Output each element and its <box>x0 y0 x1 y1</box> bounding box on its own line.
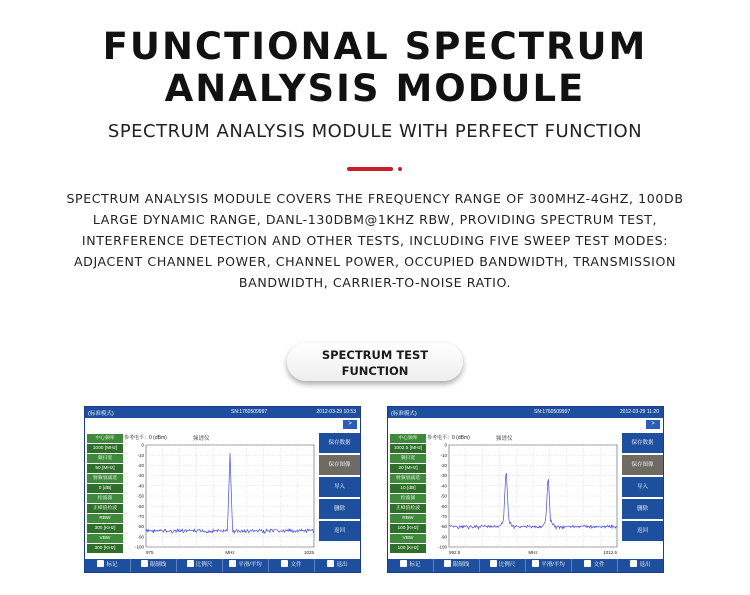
function-bar <box>85 559 360 572</box>
parameter-panel <box>87 434 123 554</box>
function-label: 标记 <box>106 562 118 568</box>
parameter-value[interactable]: 1002.5 [MHz] <box>390 444 426 453</box>
parameter-label: 检波器 <box>87 494 123 503</box>
y-tick-label: -100 <box>134 544 144 550</box>
y-tick-label: -70 <box>137 514 144 519</box>
function-label: 标记 <box>409 562 421 568</box>
parameter-label: 射频衰减选 <box>390 474 426 483</box>
function-button[interactable] <box>572 559 618 572</box>
parameter-value[interactable]: 正峰值检波 <box>390 504 426 513</box>
spectrum-plot <box>427 441 621 556</box>
function-label: 限制线 <box>149 562 167 568</box>
function-button[interactable] <box>177 559 223 572</box>
x-axis-label: MHz <box>225 550 235 555</box>
action-button[interactable]: 导入 <box>622 477 663 497</box>
x-axis-label: 1025 <box>303 550 314 555</box>
parameter-value[interactable]: 1000 [MHz] <box>87 444 123 453</box>
y-tick-label: 0 <box>444 442 447 448</box>
y-tick-label: -60 <box>440 503 447 509</box>
parameter-label: 频扫宽 <box>390 454 426 463</box>
function-button[interactable] <box>315 559 360 572</box>
function-bar <box>388 559 663 572</box>
action-button[interactable]: 返回 <box>622 521 663 541</box>
function-label: 平滑/平均 <box>541 562 565 568</box>
button-label-line-1: SPECTRUM TEST <box>321 348 429 362</box>
function-icon <box>229 560 236 567</box>
plot-title: 频谱仪 <box>193 436 210 442</box>
function-label: 退出 <box>639 562 651 568</box>
page-title-line-2: ANALYSIS MODULE <box>164 67 586 110</box>
y-tick-label: -30 <box>137 473 144 479</box>
parameter-value[interactable]: 100 [KHz] <box>390 524 426 533</box>
function-icon <box>584 560 591 567</box>
y-tick-label: -50 <box>440 493 447 499</box>
accent-divider-dot <box>398 167 402 171</box>
function-label: 文件 <box>593 562 605 568</box>
parameter-value[interactable]: 0 [dB] <box>87 484 123 493</box>
mode-label: (标准模式) <box>391 411 417 417</box>
action-panel <box>622 433 663 543</box>
parameter-label: 检波器 <box>390 494 426 503</box>
y-tick-label: -30 <box>440 473 447 479</box>
reference-level: 参考电平：0 (dBm) <box>124 435 167 441</box>
function-icon <box>141 560 148 567</box>
parameter-value[interactable]: 10 [dB] <box>390 484 426 493</box>
y-tick-label: -40 <box>137 483 144 489</box>
parameter-label: RBW <box>87 514 123 523</box>
parameter-value[interactable]: 正峰值检波 <box>87 504 123 513</box>
spectrum-plot <box>124 441 318 556</box>
action-button[interactable]: 保存图像 <box>622 455 663 475</box>
status-bar <box>388 407 663 418</box>
y-tick-label: -50 <box>137 493 144 499</box>
parameter-label: 射频衰减选 <box>87 474 123 483</box>
function-button[interactable] <box>269 559 315 572</box>
y-tick-label: -20 <box>440 463 447 468</box>
function-button[interactable] <box>388 559 434 572</box>
datetime: 2012-03-29 10:53 <box>316 409 356 415</box>
action-panel <box>319 433 360 543</box>
parameter-label: RBW <box>390 514 426 523</box>
function-button[interactable] <box>618 559 663 572</box>
parameter-label: VBW <box>87 534 123 543</box>
serial-number: SN:1760509997 <box>231 409 268 415</box>
function-icon <box>532 560 539 567</box>
function-icon <box>630 560 637 567</box>
parameter-panel <box>390 434 426 554</box>
parameter-label: 中心频率 <box>87 434 123 443</box>
function-icon <box>187 560 194 567</box>
x-axis-label: 1012.5 <box>603 550 617 555</box>
next-page-button[interactable]: > <box>646 420 660 429</box>
action-button[interactable]: 导入 <box>319 477 360 497</box>
function-button[interactable] <box>85 559 131 572</box>
y-tick-label: -90 <box>137 534 144 540</box>
y-tick-label: -100 <box>437 544 447 550</box>
next-page-button[interactable]: > <box>343 420 357 429</box>
action-button[interactable]: 删除 <box>622 499 663 519</box>
x-axis-label: 975 <box>146 550 154 555</box>
function-label: 比例尺 <box>498 562 516 568</box>
parameter-label: 中心频率 <box>390 434 426 443</box>
function-icon <box>444 560 451 567</box>
spectrum-screen-1 <box>84 406 361 573</box>
function-icon <box>490 560 497 567</box>
function-button[interactable] <box>434 559 480 572</box>
function-button[interactable] <box>526 559 572 572</box>
y-tick-label: -80 <box>440 524 447 530</box>
status-bar <box>85 407 360 418</box>
parameter-value[interactable]: 300 [KHz] <box>87 524 123 533</box>
y-tick-label: -10 <box>440 452 447 458</box>
parameter-value[interactable]: 20 [MHz] <box>390 464 426 473</box>
spectrum-screen-2 <box>387 406 664 573</box>
function-icon <box>281 560 288 567</box>
module-description: SPECTRUM ANALYSIS MODULE COVERS THE FREQUENCY RANGE OF 300MHZ-4GHZ, 100DB LARGE DYNAMIC RANGE, DANL-130DBM@1KHZ RBW, PROVIDING SPECTRUM TEST, INTERFERENCE DETECTION AND OTHER TESTS, INCLUDING FIVE SWEEP TEST MODES: ADJACENT CHANNEL POWER, CHANNEL POWER, OCCUPIED BANDWIDTH, TRANSMISSION BANDWIDTH, CARRIER-TO-NOISE RATIO. <box>66 191 684 290</box>
function-button[interactable] <box>480 559 526 572</box>
action-button[interactable]: 保存数据 <box>622 433 663 453</box>
function-label: 平滑/平均 <box>238 562 262 568</box>
y-tick-label: -90 <box>440 534 447 540</box>
parameter-label: VBW <box>390 534 426 543</box>
function-label: 限制线 <box>452 562 470 568</box>
function-button[interactable] <box>131 559 177 572</box>
y-tick-label: -40 <box>440 483 447 489</box>
accent-divider <box>347 167 393 171</box>
y-tick-label: -10 <box>137 452 144 458</box>
button-label-line-2: FUNCTION <box>341 364 409 378</box>
x-axis-label: MHz <box>528 550 538 555</box>
page-subtitle: SPECTRUM ANALYSIS MODULE WITH PERFECT FUNCTION <box>107 121 643 142</box>
y-tick-label: -70 <box>440 514 447 519</box>
x-axis-label: 992.5 <box>449 550 461 555</box>
plot-title: 频谱仪 <box>496 436 513 442</box>
y-tick-label: 0 <box>141 442 144 448</box>
page-title-line-1: FUNCTIONAL SPECTRUM <box>102 25 648 68</box>
function-icon <box>400 560 407 567</box>
datetime: 2012-03-29 11:20 <box>619 409 659 415</box>
action-button[interactable]: 返回 <box>319 521 360 541</box>
parameter-value[interactable]: 300 [KHz] <box>87 544 123 553</box>
function-icon <box>97 560 104 567</box>
function-button[interactable] <box>223 559 269 572</box>
parameter-value[interactable]: 50 [MHz] <box>87 464 123 473</box>
y-tick-label: -80 <box>137 524 144 530</box>
action-button[interactable]: 删除 <box>319 499 360 519</box>
y-tick-label: -20 <box>137 463 144 468</box>
function-label: 文件 <box>290 562 302 568</box>
spectrum-test-function-button[interactable] <box>287 343 463 381</box>
parameter-value[interactable]: 100 [KHz] <box>390 544 426 553</box>
mode-label: (标准模式) <box>88 411 114 417</box>
parameter-label: 频扫宽 <box>87 454 123 463</box>
function-label: 比例尺 <box>195 562 213 568</box>
y-tick-label: -60 <box>137 503 144 509</box>
action-button[interactable]: 保存图像 <box>319 455 360 475</box>
function-label: 退出 <box>336 562 348 568</box>
reference-level: 参考电平：0 (dBm) <box>427 435 470 441</box>
serial-number: SN:1760509997 <box>534 409 571 415</box>
function-icon <box>327 560 334 567</box>
action-button[interactable]: 保存数据 <box>319 433 360 453</box>
